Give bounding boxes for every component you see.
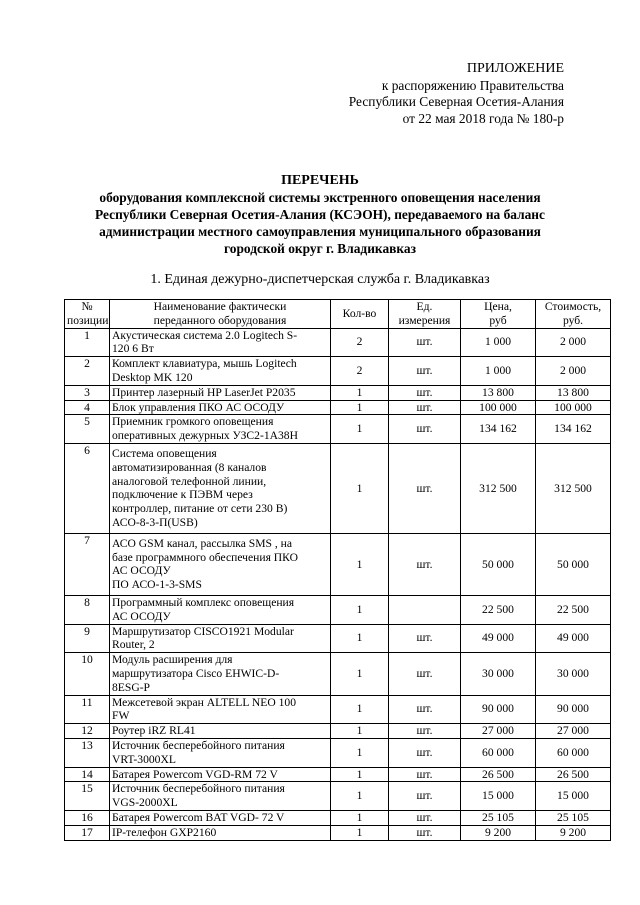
name-line: Комплект клавиатура, мышь Logitech	[112, 357, 297, 371]
header-price-line-2: руб	[489, 313, 507, 327]
name-cell	[110, 695, 331, 724]
name-line: Маршрутизатор CISCO1921 Modular	[112, 624, 294, 638]
position-cell: 14	[65, 767, 110, 782]
price-cell: 13 800	[461, 385, 536, 400]
header-cost-line-1: Стоимость,	[544, 300, 602, 313]
cost-cell: 312 500	[536, 443, 611, 533]
table-body	[65, 328, 611, 840]
name-line: FW	[112, 709, 130, 723]
name-line: Роутер iRZ RL41	[112, 724, 196, 738]
position-cell: 3	[65, 385, 110, 400]
appendix-line-2: Республики Северная Осетия-Алания	[348, 94, 564, 109]
document-title: ПЕРЕЧЕНЬ	[281, 173, 359, 188]
name-line: аналоговой телефонной линии,	[112, 474, 267, 488]
document-heading	[60, 172, 580, 257]
name-line: Принтер лазерный HP LaserJet P2035	[112, 385, 296, 399]
name-line: автоматизированная (8 каналов	[112, 460, 267, 474]
name-cell	[110, 738, 331, 767]
cost-cell: 25 105	[536, 810, 611, 825]
name-line: маршрутизатора Cisco EHWIC-D-	[112, 666, 280, 680]
header-cost-line-2: руб.	[562, 313, 584, 327]
name-line: подключение к ПЭВМ через	[112, 488, 253, 502]
position-cell: 6	[65, 443, 110, 533]
heading-line-1: оборудования комплексной системы экстренного оповещения населения	[99, 190, 541, 205]
price-cell: 100 000	[461, 400, 536, 415]
cost-cell: 30 000	[536, 653, 611, 695]
header-price	[461, 300, 536, 329]
name-cell	[110, 415, 331, 444]
quantity-cell: 1	[331, 533, 389, 595]
position-cell: 17	[65, 825, 110, 840]
price-cell: 30 000	[461, 653, 536, 695]
name-cell	[110, 357, 331, 386]
position-cell: 16	[65, 810, 110, 825]
unit-cell: шт.	[389, 385, 461, 400]
heading-line-2: Республики Северная Осетия-Алания (КСЭОН), передаваемого на баланс	[95, 207, 545, 222]
price-cell: 15 000	[461, 782, 536, 811]
table-row	[65, 595, 611, 624]
header-quantity: Кол-во	[331, 300, 389, 329]
table-header-row	[65, 300, 611, 329]
name-line: Приемник громкого оповещения	[112, 415, 274, 429]
name-cell	[110, 328, 331, 357]
header-unit	[389, 300, 461, 329]
position-cell: 4	[65, 400, 110, 415]
name-line: базе программного обеспечения ПКО	[112, 550, 298, 564]
cost-cell: 49 000	[536, 624, 611, 653]
cost-cell: 50 000	[536, 533, 611, 595]
cost-cell: 9 200	[536, 825, 611, 840]
quantity-cell: 1	[331, 400, 389, 415]
name-cell	[110, 653, 331, 695]
unit-cell: шт.	[389, 767, 461, 782]
unit-cell: шт.	[389, 415, 461, 444]
price-cell: 90 000	[461, 695, 536, 724]
price-cell: 1 000	[461, 328, 536, 357]
price-cell: 27 000	[461, 724, 536, 739]
name-cell	[110, 533, 331, 595]
unit-cell: шт.	[389, 328, 461, 357]
position-cell: 11	[65, 695, 110, 724]
position-cell: 12	[65, 724, 110, 739]
price-cell: 60 000	[461, 738, 536, 767]
quantity-cell: 1	[331, 825, 389, 840]
section-title: 1. Единая дежурно-диспетчерская служба г. Владикавказ	[150, 272, 490, 287]
name-line: Блок управления ПКО АС ОСОДУ	[112, 400, 285, 414]
unit-cell: шт.	[389, 533, 461, 595]
name-line: Источник бесперебойного питания	[112, 738, 285, 752]
header-name	[110, 300, 331, 329]
unit-cell: шт.	[389, 624, 461, 653]
price-cell: 312 500	[461, 443, 536, 533]
cost-cell: 13 800	[536, 385, 611, 400]
table-row	[65, 533, 611, 595]
appendix-line-1: к распоряжению Правительства	[381, 77, 564, 93]
cost-cell: 100 000	[536, 400, 611, 415]
name-line: Батарея Powercom VGD-RM 72 V	[112, 767, 278, 781]
name-line: IP-телефон GXP2160	[112, 825, 217, 839]
name-line: Источник бесперебойного питания	[112, 782, 285, 796]
cost-cell: 2 000	[536, 328, 611, 357]
price-cell: 26 500	[461, 767, 536, 782]
name-cell	[110, 782, 331, 811]
quantity-cell: 1	[331, 810, 389, 825]
unit-cell: шт.	[389, 357, 461, 386]
header-unit-line-1: Ед.	[416, 300, 433, 313]
name-line: Акустическая система 2.0 Logitech S-	[112, 328, 298, 342]
position-cell: 7	[65, 533, 110, 595]
table-row	[65, 443, 611, 533]
header-position-line-1: №	[81, 300, 93, 313]
price-cell: 49 000	[461, 624, 536, 653]
name-line: АСО-8-3-П(USB)	[112, 516, 198, 530]
position-cell: 1	[65, 328, 110, 357]
quantity-cell: 1	[331, 385, 389, 400]
cost-cell: 26 500	[536, 767, 611, 782]
name-line: Desktop MK 120	[112, 370, 193, 384]
name-line: АС ОСОДУ	[112, 564, 171, 578]
quantity-cell: 1	[331, 415, 389, 444]
name-line: Router, 2	[112, 638, 155, 652]
header-price-line-1: Цена,	[484, 300, 512, 313]
unit-cell: шт.	[389, 810, 461, 825]
position-cell: 2	[65, 357, 110, 386]
name-cell	[110, 724, 331, 739]
cost-cell: 2 000	[536, 357, 611, 386]
name-line: Модуль расширения для	[112, 653, 233, 667]
table-row	[65, 767, 611, 782]
unit-cell: шт.	[389, 443, 461, 533]
position-cell: 8	[65, 595, 110, 624]
heading-line-3: администрации местного самоуправления муниципального образования	[99, 224, 541, 239]
quantity-cell: 1	[331, 767, 389, 782]
name-line: 120 6 Вт	[112, 342, 154, 356]
quantity-cell: 2	[331, 328, 389, 357]
table-row	[65, 400, 611, 415]
table-row	[65, 624, 611, 653]
name-line: АСО GSM канал, рассылка SMS , на	[112, 536, 293, 550]
heading-line-4: городской округ г. Владикавказ	[224, 241, 416, 256]
position-cell: 5	[65, 415, 110, 444]
quantity-cell: 1	[331, 595, 389, 624]
table-row	[65, 415, 611, 444]
header-cost	[536, 300, 611, 329]
position-cell: 10	[65, 653, 110, 695]
name-cell	[110, 810, 331, 825]
cost-cell: 60 000	[536, 738, 611, 767]
quantity-cell: 1	[331, 624, 389, 653]
name-cell	[110, 385, 331, 400]
quantity-cell: 1	[331, 738, 389, 767]
cost-cell: 22 500	[536, 595, 611, 624]
cost-cell: 134 162	[536, 415, 611, 444]
unit-cell: шт.	[389, 825, 461, 840]
unit-cell: шт.	[389, 400, 461, 415]
name-line: Программный комплекс оповещения	[112, 595, 295, 609]
unit-cell: шт.	[389, 653, 461, 695]
name-line: оперативных дежурных УЗС2-1А38Н	[112, 429, 298, 443]
name-cell	[110, 825, 331, 840]
position-cell: 13	[65, 738, 110, 767]
header-name-line-2: переданного оборудования	[153, 313, 287, 327]
table-row	[65, 328, 611, 357]
table-row	[65, 738, 611, 767]
name-line: ПО АСО-1-3-SMS	[112, 578, 202, 592]
header-unit-line-2: измерения	[398, 313, 451, 327]
header-position-line-2: позиции	[67, 313, 109, 327]
cost-cell: 90 000	[536, 695, 611, 724]
cost-cell: 15 000	[536, 782, 611, 811]
table-row	[65, 385, 611, 400]
quantity-cell: 2	[331, 357, 389, 386]
name-line: АС ОСОДУ	[112, 609, 171, 623]
price-cell: 50 000	[461, 533, 536, 595]
header-name-line-1: Наименование фактически	[153, 300, 287, 313]
appendix-title: ПРИЛОЖЕНИЕ	[466, 61, 564, 76]
name-line: VGS-2000XL	[112, 796, 178, 810]
price-cell: 22 500	[461, 595, 536, 624]
name-cell	[110, 767, 331, 782]
position-cell: 9	[65, 624, 110, 653]
position-cell: 15	[65, 782, 110, 811]
quantity-cell: 1	[331, 724, 389, 739]
unit-cell: шт.	[389, 738, 461, 767]
quantity-cell: 1	[331, 443, 389, 533]
header-position	[65, 300, 110, 329]
table-row	[65, 724, 611, 739]
table-row	[65, 695, 611, 724]
name-line: Батарея Powercom BAT VGD- 72 V	[112, 810, 285, 824]
price-cell: 134 162	[461, 415, 536, 444]
appendix-line-3: от 22 мая 2018 года № 180-р	[402, 110, 564, 126]
name-cell	[110, 400, 331, 415]
unit-cell	[389, 595, 461, 624]
table-row	[65, 810, 611, 825]
table-row	[65, 357, 611, 386]
appendix-block	[264, 61, 564, 127]
price-cell: 9 200	[461, 825, 536, 840]
quantity-cell: 1	[331, 653, 389, 695]
unit-cell: шт.	[389, 782, 461, 811]
unit-cell: шт.	[389, 724, 461, 739]
table-row	[65, 782, 611, 811]
name-cell	[110, 443, 331, 533]
name-line: контроллер, питание от сети 230 В)	[112, 502, 288, 516]
table-row	[65, 653, 611, 695]
name-line: Межсетевой экран ALTELL NEO 100	[112, 695, 296, 709]
price-cell: 1 000	[461, 357, 536, 386]
name-line: 8ESG-P	[112, 680, 151, 694]
quantity-cell: 1	[331, 782, 389, 811]
name-line: VRT-3000XL	[112, 752, 176, 766]
quantity-cell: 1	[331, 695, 389, 724]
equipment-table	[64, 299, 611, 841]
name-line: Система оповещения	[112, 447, 217, 461]
price-cell: 25 105	[461, 810, 536, 825]
table-row	[65, 825, 611, 840]
cost-cell: 27 000	[536, 724, 611, 739]
name-cell	[110, 595, 331, 624]
unit-cell: шт.	[389, 695, 461, 724]
name-cell	[110, 624, 331, 653]
